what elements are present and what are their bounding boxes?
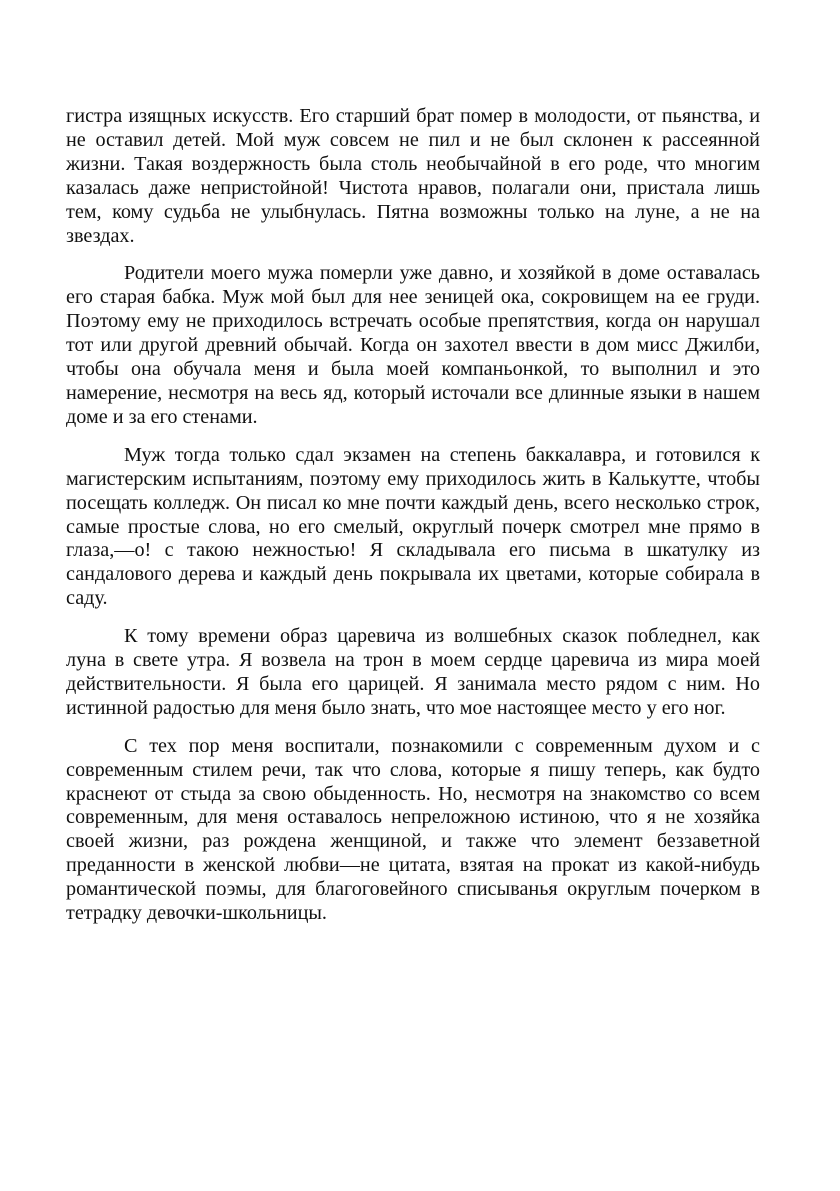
page-text (66, 105, 760, 926)
paragraph-4: К тому времени образ царевича из волшебных сказок побледнел, как луна в свете утра. Я возвела на трон в моем сердце царевича из мира моей действительности. Я была его царицей. Я занимала место рядом с ним. Но истинной радостью для меня было знать, что мое настоящее место у его ног. (66, 625, 760, 719)
paragraph-5: С тех пор меня воспитали, познакомили с современным духом и с современным стилем речи, так что слова, которые я пишу теперь, как будто краснеют от стыда за свою обыденность. Но, несмотря на знакомство со всем современным, для меня оставалось непреложною истиною, что я не хозяйка своей жизни, раз рождена женщиной, и также что элемент беззаветной преданности в женской любви—не цитата, взятая на прокат из какой-нибудь романтической поэмы, для благоговейного списыванья округлым почерком в тетрадку девочки-школьницы. (66, 734, 760, 925)
paragraph-3: Муж тогда только сдал экзамен на степень баккалавра, и готовился к магистерским испытаниям, поэтому ему приходилось жить в Калькутте, чтобы посещать колледж. Он писал ко мне почти каждый день, всего несколько строк, самые простые слова, но его смелый, округлый почерк смотрел мне прямо в глаза,—о! с такою нежностью! Я складывала его письма в шкатулку из сандалового дерева и каждый день покрывала их цветами, которые собирала в саду. (66, 443, 760, 610)
paragraph-2: Родители моего мужа померли уже давно, и хозяйкой в доме оставалась его старая бабка. Муж мой был для нее зеницей ока, сокровищем на ее груди. Поэтому ему не приходилось встречать особые препятствия, когда он нарушал тот или другой древний обычай. Когда он захотел ввести в дом мисс Джилби, чтобы она обучала меня и была моей компаньонкой, то выполнил и это намерение, несмотря на весь яд, который источали все длинные языки в нашем доме и за его стенами. (66, 262, 760, 428)
paragraph-1: гистра изящных искусств. Его старший брат помер в молодости, от пьянства, и не оставил детей. Мой муж совсем не пил и не был склонен к рассеянной жизни. Такая воздержность была столь необычайной в его роде, что многим казалась даже непристойной! Чистота нравов, полагали они, пристала лишь тем, кому судьба не улыбнулась. Пятна возможны только на луне, а не на звездах. (66, 105, 760, 247)
